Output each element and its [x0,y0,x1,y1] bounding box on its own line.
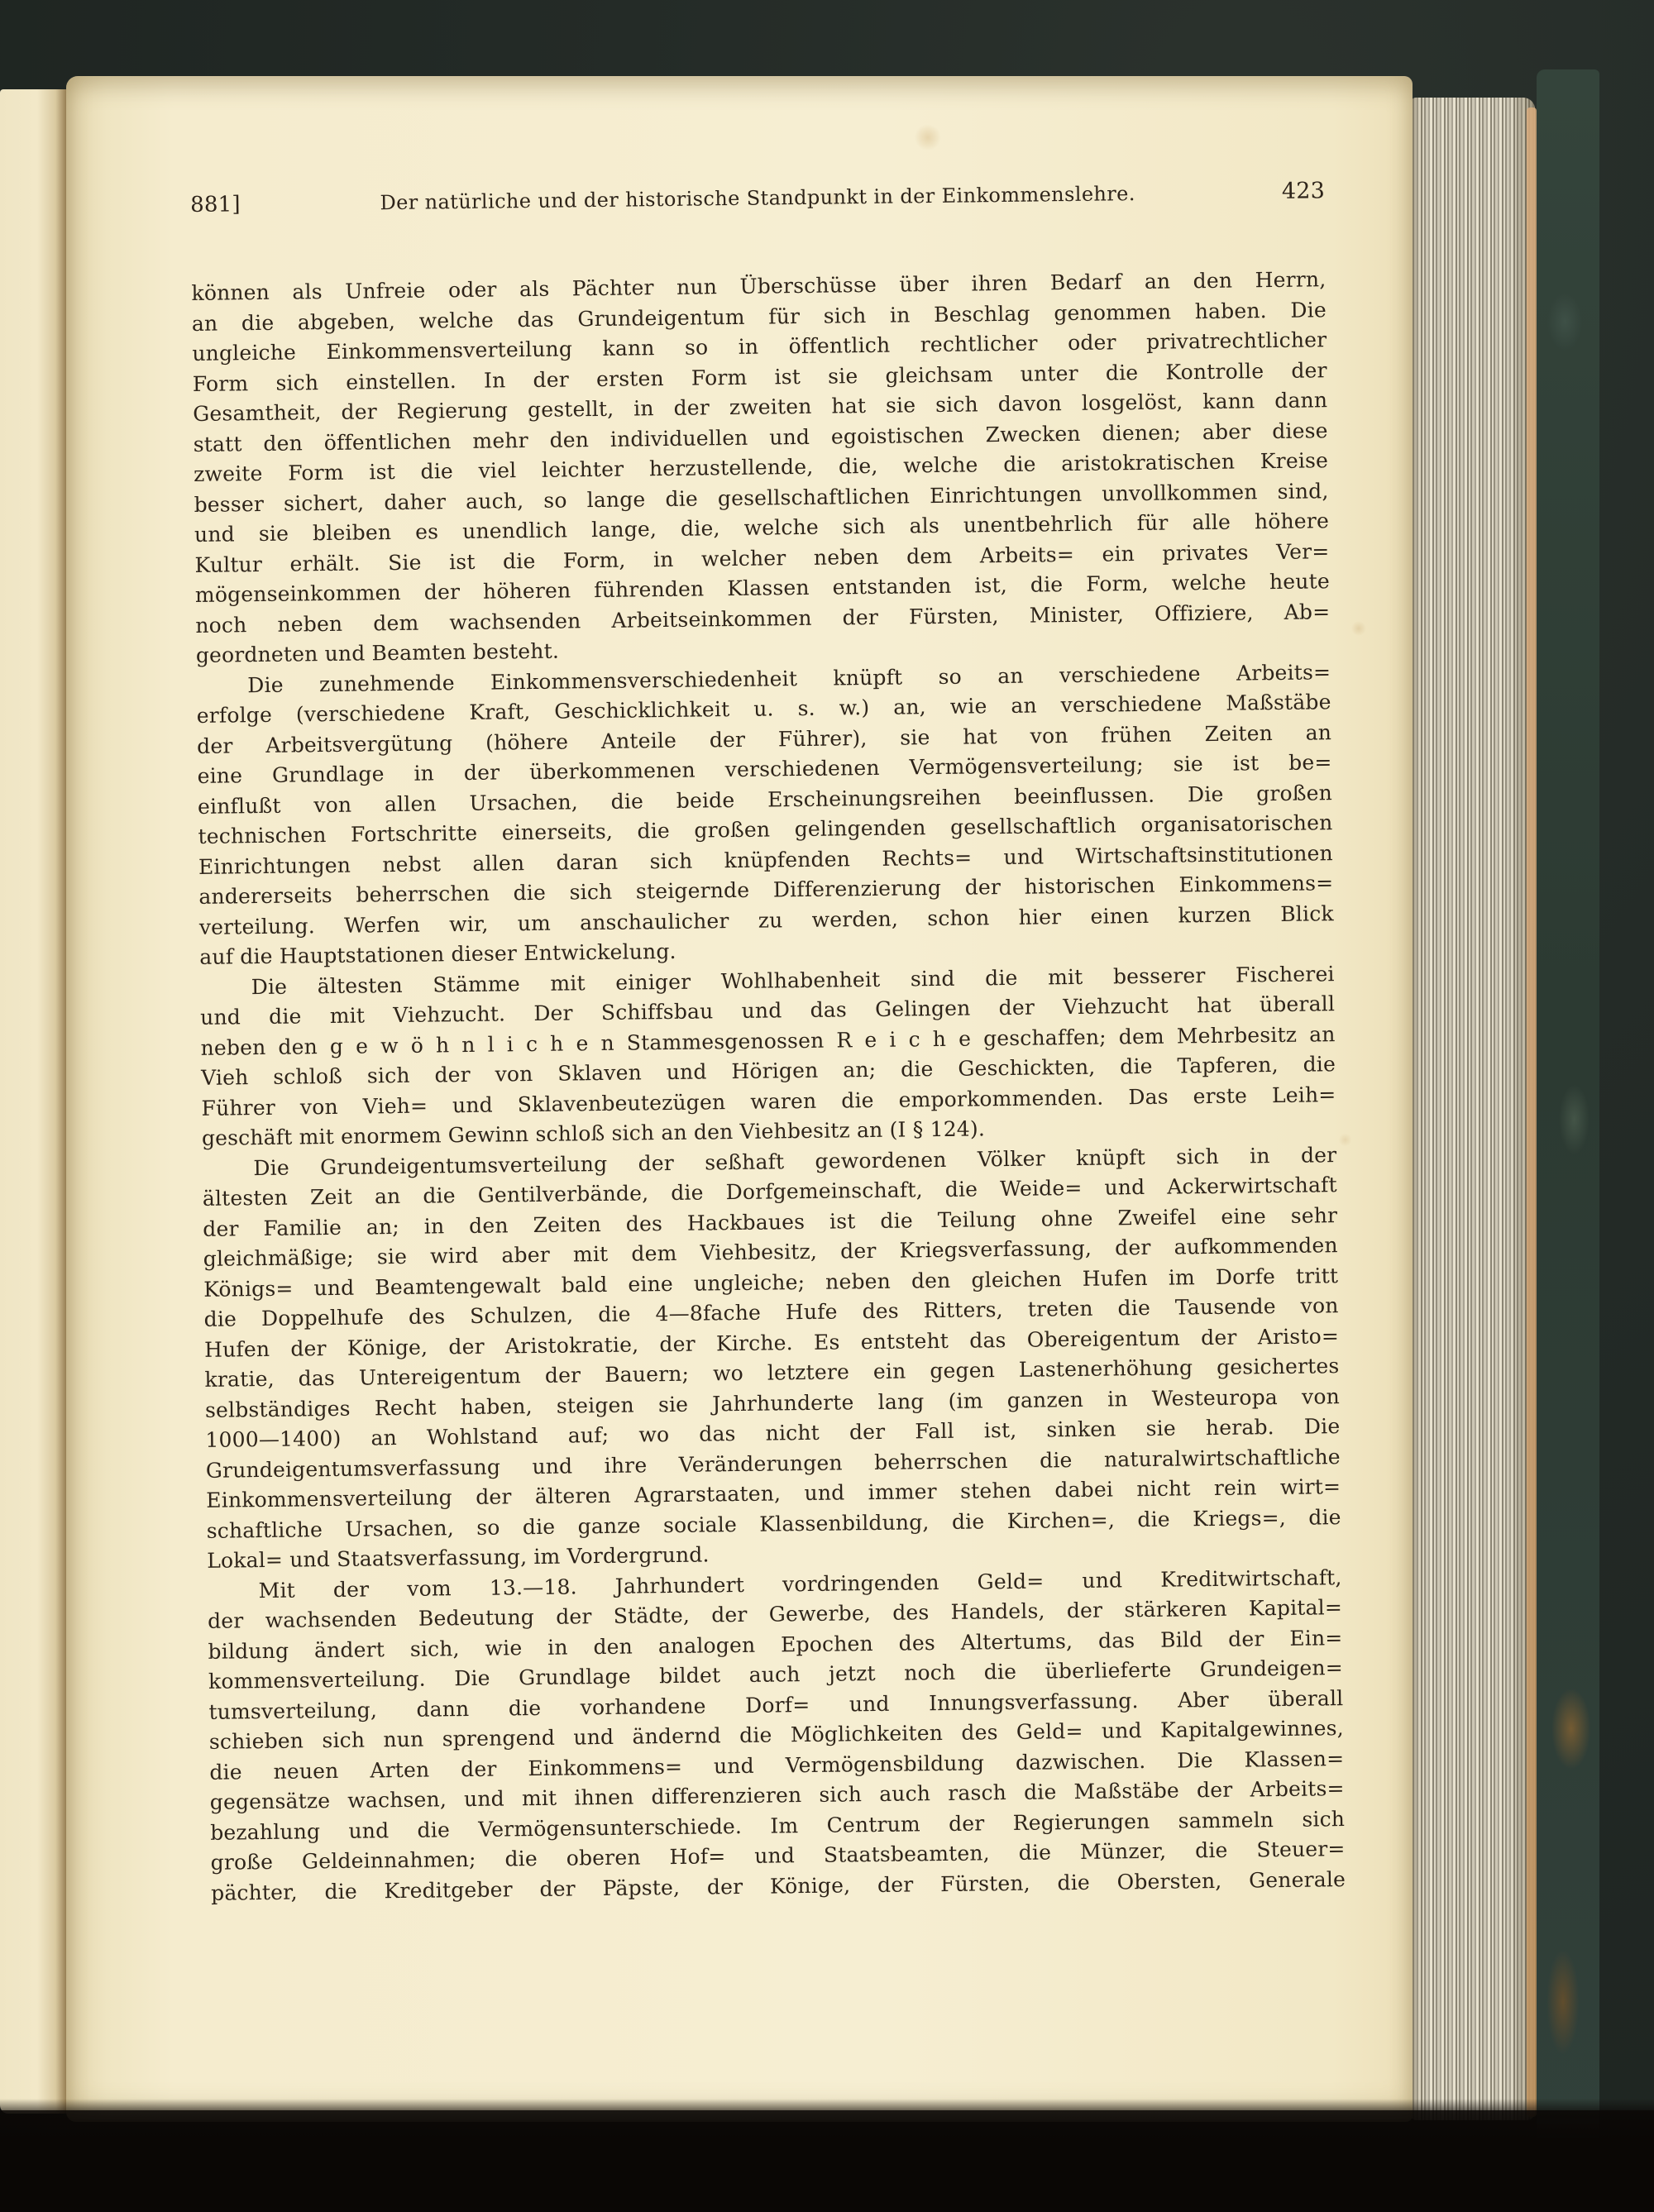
text-line: können als Unfreie oder als Pächter nun Überschüsse über ihren Bedarf an den Herrn, [191,267,1327,305]
text-line: gleichmäßige; sie wird aber mit dem Viehbesitz, der Kriegsverfassung, der aufkommenden [203,1233,1338,1271]
body-text [191,265,1346,1909]
text-line: bildung ändert sich, wie in den analogen Epochen des Altertums, das Bild der Ein= [208,1625,1343,1664]
text-line: an die abgeben, welche das Grundeigentum für sich in Beschlag genommen haben. Die [191,297,1327,336]
page-edge-highlight [1527,107,1537,2117]
text-line: noch neben dem wachsenden Arbeitseinkommen der Fürsten, Minister, Offiziere, Ab= [195,599,1331,638]
text-line: zweite Form ist die viel leichter herzustellende, die, welche die aristokratischen Kreise [193,448,1329,486]
text-line: technischen Fortschritte einerseits, die großen gelingenden gesellschaftlich organisatorischen [198,810,1333,848]
page-fore-edges [1411,98,1535,2120]
book-page [66,76,1413,2122]
text-line: Gesamtheit, der Regierung gestellt, in der zweiten hat sie sich davon losgelöst, kann dann [193,388,1328,426]
text-line: einflußt von allen Ursachen, die beide Erscheinungsreihen beeinflussen. Die großen [197,780,1333,819]
paragraph [207,1563,1346,1909]
text-line: besser sichert, daher auch, so lange die gesellschaftlichen Einrichtungen unvollkommen sind, [194,478,1329,517]
text-line: Die zunehmende Einkommensverschiedenheit knüpft so an verschiedene Arbeits= [247,659,1331,697]
page-header [190,178,1325,217]
text-line: schieben sich nun sprengend und ändernd die Möglichkeiten des Geld= und Kapitalgewinnes, [208,1716,1344,1754]
paragraph [200,959,1337,1154]
text-line: geschäft mit enormem Gewinn schloß sich an den Viehbesitz an (I § 124). [201,1116,986,1150]
cover-board-edge [1537,69,1599,2170]
text-line: große Geldeinnahmen; die oberen Hof= und Staatsbeamten, die Münzer, die Steuer= [210,1837,1346,1875]
text-line: ältesten Zeit an die Gentilverbände, die Dorfgemeinschaft, die Weide= und Ackerwirtschaft [202,1173,1337,1211]
text-line: Einkommensverteilung der älteren Agrarstaaten, und immer stehen dabei nicht rein wirt= [206,1474,1341,1512]
text-line: Grundeigentumsverfassung und ihre Veränderungen beherrschen die naturalwirtschaftliche [205,1444,1341,1483]
text-line: Die Grundeigentumsverteilung der seßhaft gewordenen Völker knüpft sich in der [253,1142,1337,1180]
text-line: auf die Hauptstationen dieser Entwickelung. [199,939,676,969]
text-line: Mit der vom 13.—18. Jahrhundert vordringenden Geld= und Kreditwirtschaft, [258,1565,1342,1603]
text-line: geordneten und Beamten besteht. [195,638,560,667]
margin-reference: 881] [190,192,241,217]
text-line: ungleiche Einkommensverteilung kann so in öffentlich rechtlicher oder privatrechtlicher [192,327,1327,365]
text-line: kratie, das Untereigentum der Bauern; wo letztere ein gegen Lastenerhöhung gesichertes [204,1354,1340,1392]
text-line: andererseits beherrschen die sich steigernde Differenzierung der historischen Einkommens= [198,871,1334,909]
paragraph [202,1140,1341,1577]
text-line: Führer von Vieh= und Sklavenbeutezügen waren die emporkommenden. Das erste Leih= [201,1082,1336,1120]
text-line: eine Grundlage in der überkommenen verschiedenen Vermögensverteilung; sie ist be= [197,750,1332,788]
text-line: Die ältesten Stämme mit einiger Wohlhabenheit sind die mit besserer Fischerei [251,961,1335,999]
text-line: Königs= und Beamtengewalt bald eine ungleiche; neben den gleichen Hufen im Dorfe tritt [203,1263,1339,1302]
text-line: Einrichtungen nebst allen daran sich knüpfenden Rechts= und Wirtschaftsinstitutionen [198,840,1334,879]
text-line: der wachsenden Bedeutung der Städte, der Gewerbe, des Handels, der stärkeren Kapital= [207,1595,1343,1633]
text-line: erfolge (verschiedene Kraft, Geschicklichkeit u. s. w.) an, wie an verschiedene Maßstäbe [196,690,1331,728]
text-line: schaftliche Ursachen, so die ganze sociale Klassenbildung, die Kirchen=, die Kriegs=, die [206,1504,1341,1543]
text-line: Kultur erhält. Sie ist die Form, in welcher neben dem Arbeits= ein privates Ver= [194,538,1330,577]
text-line: statt den öffentlichen mehr den individuellen und egoistischen Zwecken dienen; aber diese [193,418,1328,456]
book-bottom-shadow [0,2110,1654,2212]
text-line: und sie bleiben es unendlich lange, die, welche sich als unentbehrlich für alle höhere [194,509,1330,547]
text-line: Lokal= und Staatsverfassung, im Vordergrund. [207,1542,710,1573]
printed-text-block [190,178,1346,1909]
text-line: der Arbeitsvergütung (höhere Anteile der Führer), sie hat von frühen Zeiten an [197,719,1332,758]
text-line: verteilung. Werfen wir, um anschaulicher zu werden, schon hier einen kurzen Blick [198,901,1334,939]
text-line: der Familie an; in den Zeiten des Hackbaues ist die Teilung ohne Zweifel eine sehr [203,1202,1338,1241]
text-line: kommensverteilung. Die Grundlage bildet auch jetzt noch die überlieferte Grundeigen= [208,1655,1344,1694]
text-line: Vieh schloß sich der von Sklaven und Hörigen an; die Geschickten, die Tapferen, die [200,1052,1336,1090]
text-line: und die mit Viehzucht. Der Schiffsbau und das Gelingen der Viehzucht hat überall [200,991,1336,1030]
text-line: 1000—1400) an Wohlstand auf; wo das nicht der Fall ist, sinken sie herab. Die [205,1414,1341,1452]
text-line: neben den g e w ö h n l i c h e n Stammesgenossen R e i c h e geschaffen; dem Mehrbesitz an [200,1021,1336,1060]
text-line: tumsverteilung, dann die vorhandene Dorf= und Innungsverfassung. Aber überall [208,1685,1344,1724]
text-line: selbständiges Recht haben, steigen sie Jahrhunderte lang (im ganzen in Westeuropa von [204,1383,1341,1422]
facing-page-gutter [0,89,68,2114]
running-title: Der natürliche und der historische Standpunkt in der Einkommenslehre. [380,182,1135,215]
text-line: pächter, die Kreditgeber der Päpste, der Könige, der Fürsten, die Obersten, Generale [210,1866,1346,1905]
text-line: gegensätze wachsen, und mit ihnen differenzieren sich auch rasch die Maßstäbe der Arbeits= [209,1776,1345,1814]
text-line: bezahlung und die Vermögensunterschiede. Im Centrum der Regierungen sammeln sich [210,1806,1346,1845]
text-line: Hufen der Könige, der Aristokratie, der Kirche. Es entsteht das Obereigentum der Aristo= [203,1323,1340,1362]
text-line: die neuen Arten der Einkommens= und Vermögensbildung dazwischen. Die Klassen= [209,1746,1345,1784]
text-line: Form sich einstellen. In der ersten Form ist sie gleichsam unter die Kontrolle der [192,357,1327,396]
text-line: die Doppelhufe des Schulzen, die 4—8fache Hufe des Ritters, treten die Tausende von [203,1293,1339,1331]
page-number: 423 [1281,178,1326,204]
text-line: mögenseinkommen der höheren führenden Klassen entstanden ist, die Form, welche heute [194,569,1331,607]
paragraph [191,265,1331,671]
paragraph [196,657,1334,973]
